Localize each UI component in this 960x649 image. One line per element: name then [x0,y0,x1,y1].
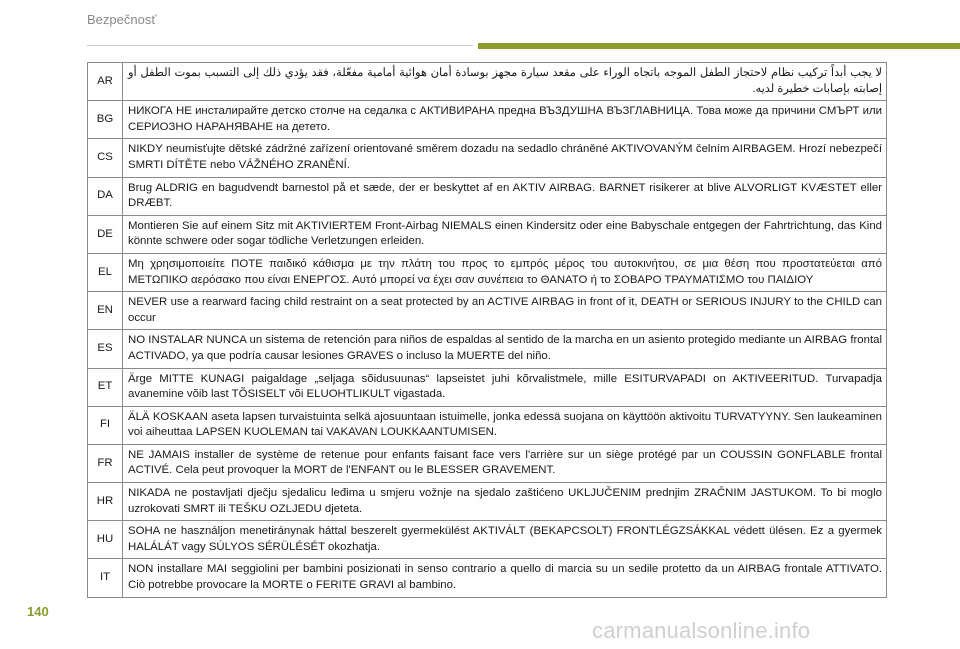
language-code: CS [88,139,123,177]
warning-text: НИКОГА НЕ инсталирайте детско столче на седалка с АКТИВИРАНА предна ВЪЗДУШНА ВЪЗГЛАВНИЦА. Това може да причини СМЪРТ или СЕРИОЗНО НАРАНЯВАНЕ на детето. [123,101,887,139]
watermark: carmanualsonline.info [592,618,811,643]
language-code: HR [88,483,123,521]
table-row [88,292,887,330]
table-row [88,253,887,291]
warning-text: NO INSTALAR NUNCA un sistema de retención para niños de espaldas al sentido de la marcha en un asiento protegido mediante un AIRBAG frontal ACTIVADO, ya que podría causar lesiones GRAVES o incluso la MUERTE del niño. [123,330,887,368]
warning-text: Brug ALDRIG en bagudvendt barnestol på et sæde, der er beskyttet af en AKTIV AIRBAG. BARNET risikerer at blive ALVORLIGT KVÆSTET eller DRÆBT. [123,177,887,215]
table-row [88,63,887,101]
table-row [88,406,887,444]
language-code: DA [88,177,123,215]
warning-text: NIKADA ne postavljati dječju sjedalicu leđima u smjeru vožnje na sjedalo zaštićeno UKLJUČENIM prednjim ZRAČNIM JASTUKOM. To bi moglo uzrokovati SMRT ili TEŠKU OZLJEDU djeteta. [123,483,887,521]
table-row [88,521,887,559]
table-row [88,177,887,215]
warning-text: NON installare MAI seggiolini per bambini posizionati in senso contrario a quello di marcia su un sedile protetto da un AIRBAG frontale ATTIVATO. Ciò potrebbe provocare la MORTE o FERITE GRAVI al bambino. [123,559,887,597]
warning-text: لا يجب أبداً تركيب نظام لاحتجاز الطفل الموجه باتجاه الوراء على مقعد سيارة مجهز بوسادة أمان هوائية أمامية مفعّلة، فقد يؤدي ذلك إلى التسبب بموت الطفل أو إصابته بإصابات خطيرة لديه. [123,63,887,101]
language-code: BG [88,101,123,139]
warning-text: SOHA ne használjon menetiránynak háttal beszerelt gyermekülést AKTIVÁLT (BEKAPCSOLT) FRONTLÉGZSÁKKAL védett ülésen. Ez a gyermek HALÁLÁT vagy SÚLYOS SÉRÜLÉSÉT okozhatja. [123,521,887,559]
table-row [88,101,887,139]
page-header-title: Bezpečnosť [87,12,157,27]
page-number: 140 [27,604,49,619]
table-row [88,483,887,521]
warning-text: Μη χρησιμοποιείτε ΠΟΤΕ παιδικό κάθισμα με την πλάτη του προς το εμπρός μέρος του αυτοκινήτου, σε μια θέση που προστατεύεται από ΜΕΤΩΠΙΚΟ αερόσακο που είναι ΕΝΕΡΓΟΣ. Αυτό μπορεί να έχει σαν συνέπεια το ΘΑΝΑΤΟ ή το ΣΟΒΑΡΟ ΤΡΑΥΜΑΤΙΣΜΟ του ΠΑΙΔΙΟΥ [123,253,887,291]
warning-text: Ärge MITTE KUNAGI paigaldage „seljaga sõidusuunas“ lapseistet juhi kõrvalistmele, mille ESITURVAPADI on AKTIVEERITUD. Turvapadja avanemine võib last TÕSISELT või ELUOHTLIKULT vigastada. [123,368,887,406]
table-row [88,368,887,406]
language-code: EN [88,292,123,330]
language-code: IT [88,559,123,597]
warning-text: ÄLÄ KOSKAAN aseta lapsen turvaistuinta selkä ajosuuntaan istuimelle, jonka edessä suojana on käyttöön aktivoitu TURVATYYNY. Sen laukeaminen voi aiheuttaa LAPSEN KUOLEMAN tai VAKAVAN LOUKKAANTUMISEN. [123,406,887,444]
warning-language-table [87,62,887,598]
header-divider [87,45,473,46]
warning-text: NIKDY neumisťujte dětské zádržné zařízení orientované směrem dozadu na sedadlo chráněné AKTIVOVANÝM čelním AIRBAGEM. Hrozí nebezpečí SMRTI DÍTĚTE nebo VÁŽNÉHO ZRANĚNÍ. [123,139,887,177]
language-code: FR [88,444,123,482]
language-code: ES [88,330,123,368]
table-row [88,330,887,368]
table-row [88,215,887,253]
header-accent-bar [478,43,960,49]
language-code: EL [88,253,123,291]
language-code: FI [88,406,123,444]
warning-text: NEVER use a rearward facing child restraint on a seat protected by an ACTIVE AIRBAG in front of it, DEATH or SERIOUS INJURY to the CHILD can occur [123,292,887,330]
table-row [88,559,887,597]
language-code: DE [88,215,123,253]
language-code: HU [88,521,123,559]
language-code: AR [88,63,123,101]
warning-text: NE JAMAIS installer de système de retenue pour enfants faisant face vers l'arrière sur un siège protégé par un COUSSIN GONFLABLE frontal ACTIVÉ. Cela peut provoquer la MORT de l'ENFANT ou le BLESSER GRAVEMENT. [123,444,887,482]
table-row [88,139,887,177]
language-code: ET [88,368,123,406]
warning-text: Montieren Sie auf einem Sitz mit AKTIVIERTEM Front-Airbag NIEMALS einen Kindersitz oder eine Babyschale entgegen der Fahrtrichtung, das Kind könnte schwere oder sogar tödliche Verletzungen erleiden. [123,215,887,253]
table-row [88,444,887,482]
